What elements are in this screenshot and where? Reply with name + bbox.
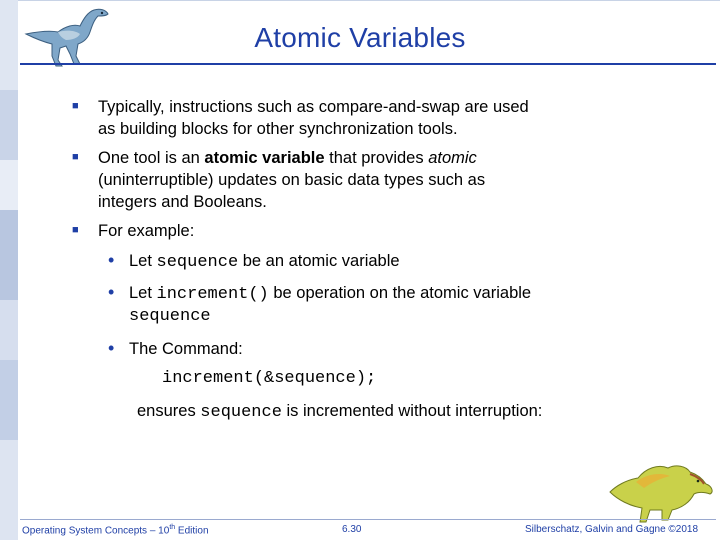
footer-slide-number: 6.30: [342, 524, 362, 535]
bullet-3-text: For example:: [98, 222, 195, 240]
footer-authors: Silberschatz, Galvin and Gagne ©2018: [525, 524, 699, 535]
sub-bullet-2-line-1: Let increment() be operation on the atomic variable: [129, 284, 532, 304]
dot-bullet-icon: •: [108, 338, 115, 358]
slide-title: Atomic Variables: [254, 22, 466, 53]
code-sequence: sequence: [156, 253, 239, 272]
code-increment-call: increment(&sequence);: [162, 369, 377, 388]
sub-bullet-2-line-2: sequence: [129, 307, 211, 326]
dot-bullet-icon: •: [108, 282, 115, 302]
term-atomic: atomic: [428, 149, 477, 167]
term-atomic-variable: atomic variable: [204, 149, 325, 167]
footer-book-title: Operating System Concepts – 10th Edition: [22, 524, 209, 537]
square-bullet-icon: ■: [72, 151, 79, 163]
code-sequence-2: sequence: [200, 403, 282, 422]
code-increment: increment(): [156, 285, 269, 304]
square-bullet-icon: ■: [72, 224, 79, 236]
bullet-2-line-3: integers and Booleans.: [98, 193, 267, 211]
footer-rule: [20, 519, 716, 520]
ensures-line: ensures sequence is incremented without interruption:: [137, 402, 543, 422]
dot-bullet-icon: •: [108, 250, 115, 270]
bullet-2-line-1: One tool is an atomic variable that provides atomic: [98, 149, 477, 167]
sub-bullet-1: Let sequence be an atomic variable: [129, 252, 400, 272]
bullet-1-line-2: as building blocks for other synchronization tools.: [98, 120, 458, 138]
square-bullet-icon: ■: [72, 100, 79, 112]
dinosaur-icon: [606, 462, 716, 526]
bullet-1-line-1: Typically, instructions such as compare-and-swap are used: [98, 98, 529, 116]
bullet-2-line-2: (uninterruptible) updates on basic data types such as: [98, 171, 486, 189]
sub-bullet-3: The Command:: [129, 340, 243, 358]
